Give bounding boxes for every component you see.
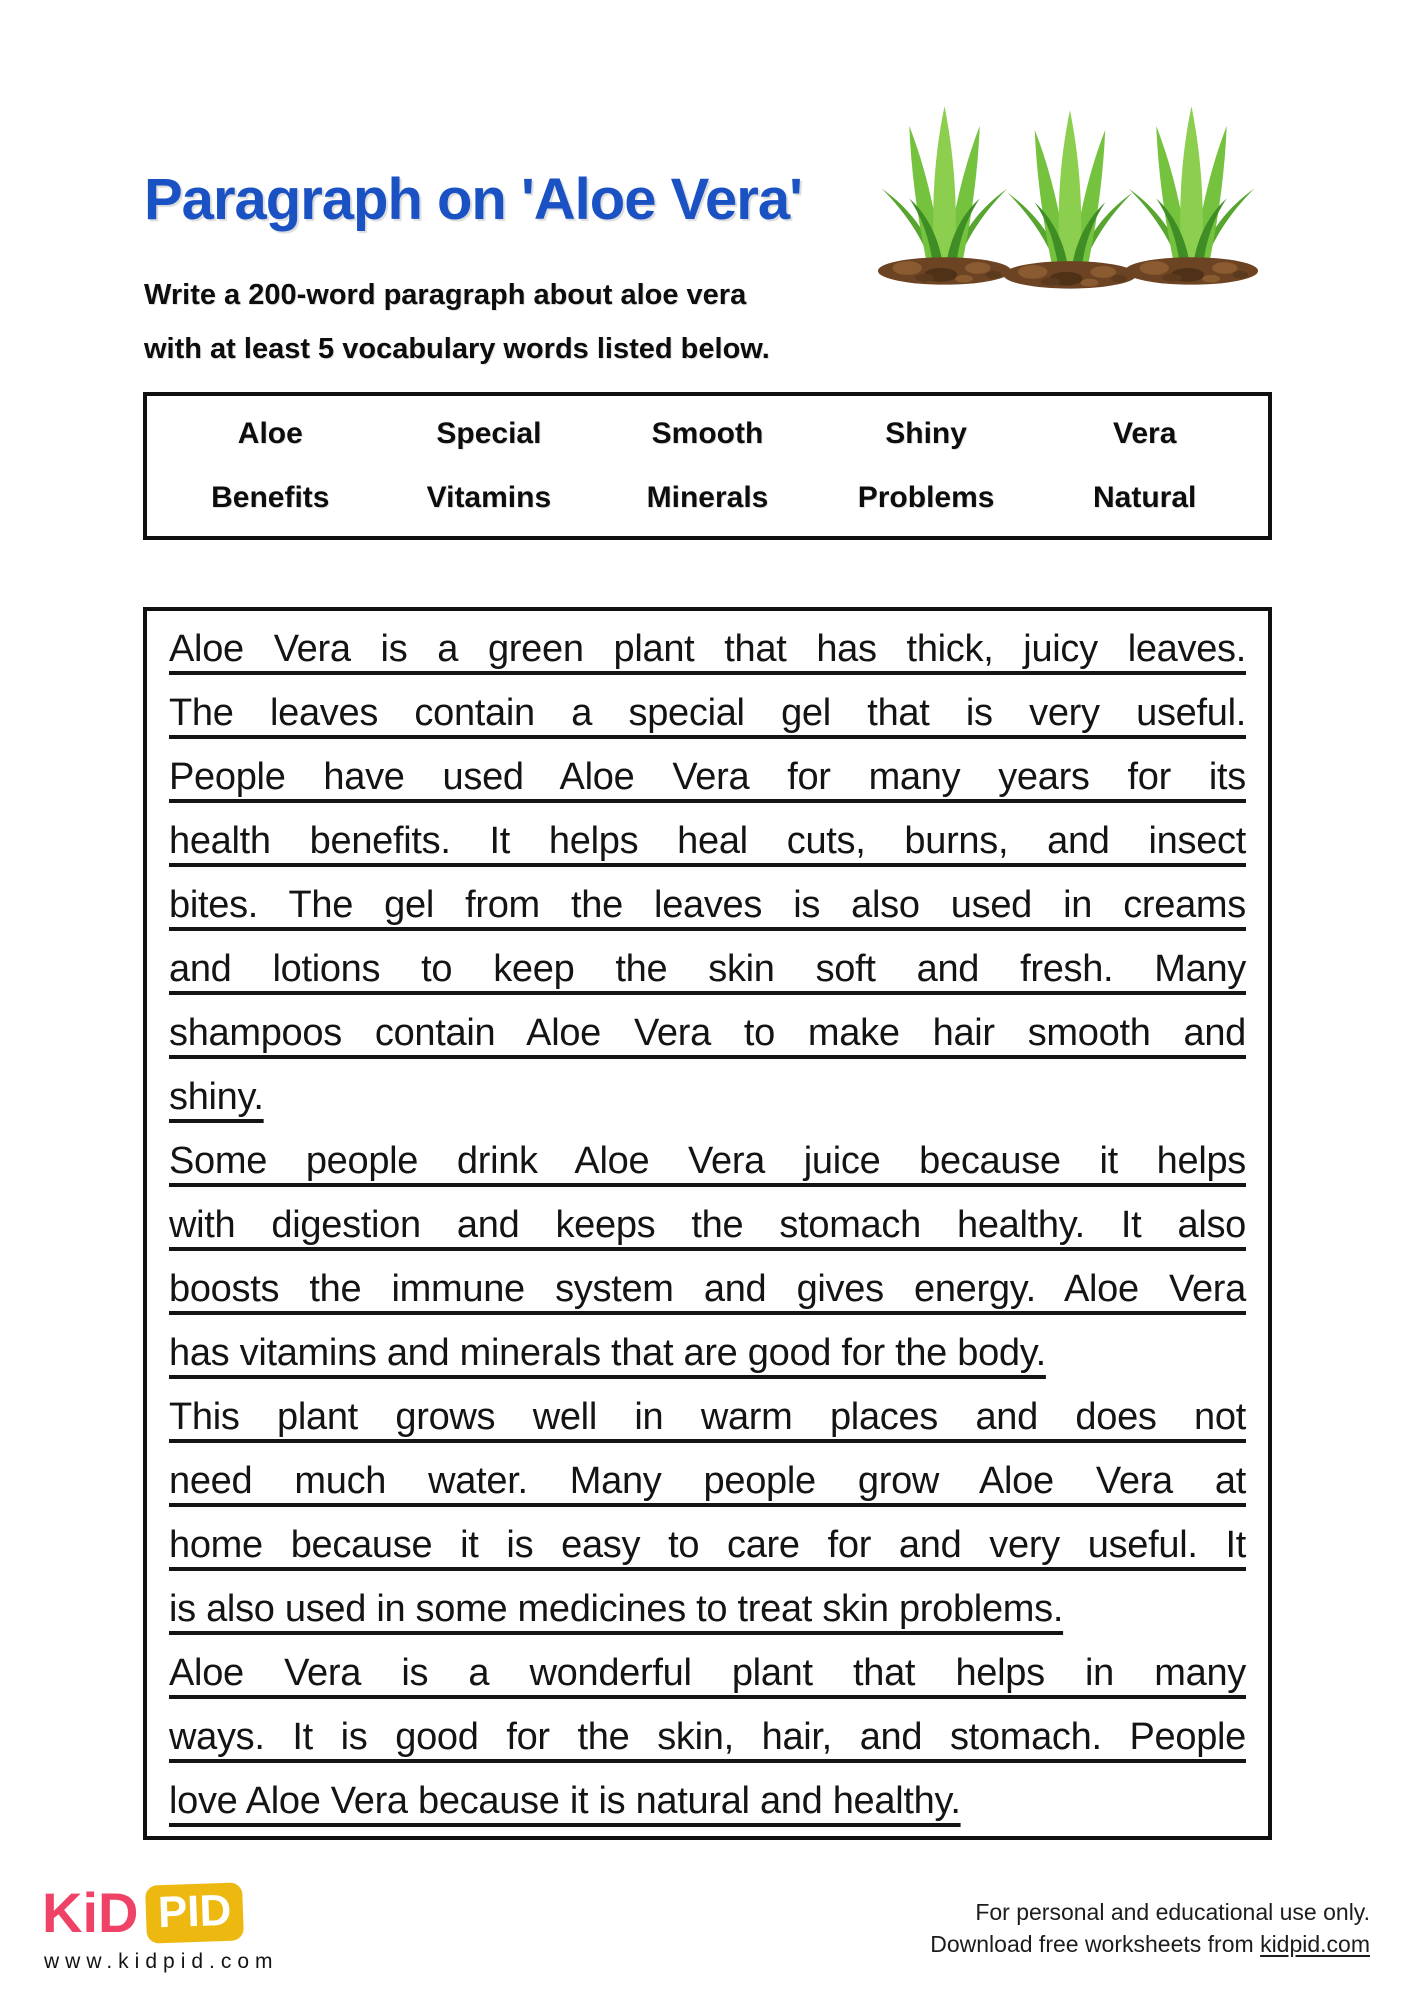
paragraph-line: boosts the immune system and gives energy. Aloe Vera — [169, 1268, 1246, 1310]
aloe-plants-illustration — [872, 98, 1264, 290]
footer-note-line-1: For personal and educational use only. — [975, 1899, 1370, 1925]
subtitle-line-1: Write a 200-word paragraph about aloe vera — [144, 279, 747, 311]
paragraph-line: health benefits. It helps heal cuts, burns, and insect — [169, 820, 1246, 862]
vocab-word: Special — [436, 417, 542, 450]
vocab-grid — [147, 396, 1268, 536]
footer-usage-note — [930, 1896, 1370, 1960]
paragraph-line: shiny. — [169, 1076, 264, 1118]
vocab-word: Minerals — [646, 481, 769, 514]
paragraph-line: Aloe Vera is a wonderful plant that helps in many — [169, 1652, 1246, 1694]
vocab-word: Shiny — [885, 417, 967, 450]
vocabulary-box — [143, 392, 1272, 540]
kidpid-logo — [42, 1881, 244, 1944]
paragraph-line: is also used in some medicines to treat skin problems. — [169, 1588, 1064, 1630]
vocab-word: Aloe — [237, 417, 303, 450]
logo-pid-badge: PID — [145, 1882, 244, 1943]
paragraph-line: This plant grows well in warm places and does not — [169, 1396, 1246, 1438]
paragraph-line: with digestion and keeps the stomach healthy. It also — [169, 1204, 1246, 1246]
vocab-word: Smooth — [651, 417, 764, 450]
vocab-word: Problems — [857, 481, 995, 514]
paragraph-line: home because it is easy to care for and very useful. It — [169, 1524, 1246, 1566]
paragraph-box — [143, 607, 1272, 1840]
paragraph-line: love Aloe Vera because it is natural and healthy. — [169, 1780, 961, 1822]
footer-note-prefix: Download free worksheets from — [930, 1931, 1261, 1957]
logo-kid-text: KiD — [42, 1881, 139, 1944]
paragraph-line: People have used Aloe Vera for many years for its — [169, 756, 1246, 798]
page-title: Paragraph on 'Aloe Vera' — [144, 167, 802, 232]
page-subtitle — [144, 268, 864, 376]
vocab-word: Benefits — [211, 481, 330, 514]
paragraph-line: and lotions to keep the skin soft and fresh. Many — [169, 948, 1246, 990]
paragraph-line: Aloe Vera is a green plant that has thick, juicy leaves. — [169, 628, 1246, 670]
vocab-word: Vera — [1112, 417, 1177, 450]
paragraph-line: shampoos contain Aloe Vera to make hair smooth and — [169, 1012, 1246, 1054]
footer-note-line-2 — [930, 1928, 1370, 1960]
paragraph-line: need much water. Many people grow Aloe Vera at — [169, 1460, 1246, 1502]
logo-website-url: www.kidpid.com — [44, 1950, 279, 1973]
paragraph-lines — [169, 617, 1246, 1833]
subtitle-line-2: with at least 5 vocabulary words listed below. — [144, 333, 770, 365]
kidpid-link[interactable]: kidpid.com — [1260, 1931, 1370, 1957]
paragraph-line: The leaves contain a special gel that is very useful. — [169, 692, 1246, 734]
paragraph-line: Some people drink Aloe Vera juice because it helps — [169, 1140, 1246, 1182]
paragraph-line: has vitamins and minerals that are good for the body. — [169, 1332, 1046, 1374]
vocab-word: Natural — [1093, 481, 1197, 514]
paragraph-line: bites. The gel from the leaves is also used in creams — [169, 884, 1246, 926]
paragraph-line: ways. It is good for the skin, hair, and stomach. People — [169, 1716, 1246, 1758]
vocab-word: Vitamins — [426, 481, 552, 514]
